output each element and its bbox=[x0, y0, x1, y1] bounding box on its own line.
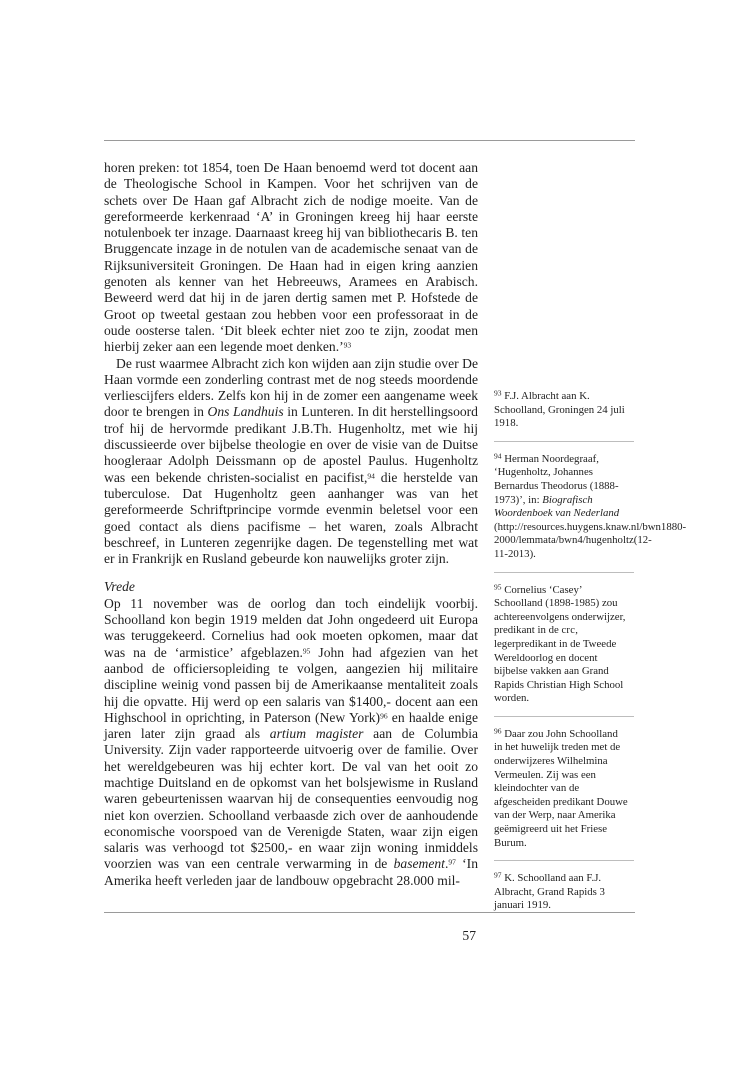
footnote-97: $^{97}$ K. Schoolland aan F.J. Albracht, Grand Rapids 3 januari 1919. bbox=[494, 870, 605, 912]
paragraph: De rust waarmee Albracht zich kon wijden aan zijn studie over De Haan vormde een zonderling contrast met de nog steeds moordende verliescijfers elders. Zelfs kon hij in de zomer een aangename week door te brengen in Ons Landhuis in Lunteren. In dit herstellingsoord trof hij de hervormde predikant J.B.Th. Hugenholtz, met wie hij discussieerde over bijbelse theologie en over de visie van de Duitse hoogleraar Adolph Deissmann op de apostel Paulus. Hugenholtz was een bekende christen-socialist en pacifist,$^{94}$ die herstelde van tuberculose. Dat Hugenholtz geen aanhanger was van het gereformeerde Schriftprincipe vormde evenmin beletsel voor een goed contact als diens pacifisme – het waren, zoals Albracht beschreef, in Lunteren zegenrijke dagen. De tegenstelling met wat er in Frankrijk en Rusland gebeurde kon nauwelijks groter zijn. bbox=[104, 355, 478, 567]
footnote-ref: 94 bbox=[367, 470, 375, 480]
footnote-number: 94 bbox=[494, 451, 502, 461]
footnote-number: 96 bbox=[494, 726, 502, 736]
section-heading: Vrede bbox=[104, 579, 135, 595]
footnote-divider bbox=[494, 572, 634, 573]
footnote-divider bbox=[494, 441, 634, 442]
footnote-number: 95 bbox=[494, 581, 502, 591]
footnote-94: $^{94}$ Herman Noordegraaf, ‘Hugenholtz, Johannes Bernardus Theodorus (1888-1973)’, in: Biografisch Woordenboek van Nederland (http://resources.huygens.knaw.nl/bwn1880-2000/lemmata/bwn4/hugenholtz(12-11-2013). bbox=[494, 451, 687, 560]
paragraph: Op 11 november was de oorlog dan toch eindelijk voorbij. Schoolland kon begin 1919 melden dat John ongedeerd uit Europa was teruggekeerd. Cornelius had ook moeten opkomen, maar dat was na de ‘armistice’ afgeblazen.$^{95}$ John had afgezien van het aanbod de officiersopleiding te volgen, aangezien hij militaire discipline weinig vond passen bij de Amerikaanse mentaliteit zoals hij die opvatte. Hij werd op een salaris van $1400,- docent aan een Highschool in oprichting, in Paterson (New York)$^{96}$ en haalde enige jaren later zijn graad als artium magister aan de Columbia University. Zijn vader rapporteerde uitvoerig over de familie. Over het wereldgebeuren was hij echter kort. De val van het ooit zo machtige Duitsland en de opkomst van het bolsjewisme in Rusland waren gebeurtenissen waarvan hij de consequenties eenvoudig nog niet kon overzien. Schoolland verbaasde zich over de aanhoudende economische voorspoed van de Verenigde Staten, waar zijn eigen salaris was verhoogd tot $2500,- en waar zijn woning inmiddels voorzien was van een centrale verwarming in de basement.$^{97}$ ‘In Amerika heeft verleden jaar de landbouw opgebracht 28.000 mil- bbox=[104, 595, 479, 888]
footnote-divider bbox=[494, 716, 634, 717]
footnote-number: 93 bbox=[494, 388, 502, 398]
footnote-96: $^{96}$ Daar zou John Schoolland in het huwelijk treden met de onderwijzeres Wilhelmina Vermeulen. Zij was een kleindochter van de afgescheiden predikant Douwe van der Werp, naar Amerika geëmigreerd uit het Friese Burum. bbox=[494, 726, 628, 849]
footnote-93: $^{93}$ F.J. Albracht aan K. Schoolland, Groningen 24 juli 1918. bbox=[494, 388, 625, 430]
footnote-95: $^{95}$ Cornelius ‘Casey’ Schoolland (1898-1985) zou achtereenvolgens onderwijzer, predikant in de crc, legerpredikant in de Tweede Wereldoorlog en docent bijbelse vakken aan Grand Rapids Christian High School worden. bbox=[494, 581, 626, 705]
footnotes-column bbox=[494, 388, 687, 923]
footnote-ref: 93 bbox=[343, 340, 352, 350]
footnote-ref: 95 bbox=[302, 645, 311, 655]
footnote-number: 97 bbox=[494, 870, 502, 880]
paragraph: horen preken: tot 1854, toen De Haan benoemd werd tot docent aan de Theologische School in Kampen. Voor het schrijven van de schets over De Haan gaf Albracht zich de nodige moeite. Van de gereformeerde kerkenraad ‘A’ in Groningen kreeg hij haar eerste notulenboek ter inzage. Daarnaast kreeg hij van bibliothecaris B. ten Bruggencate inzage in de notulen van de academische senaat van de Rijksuniversiteit Groningen. De Haan had in eigen kring aanzien genoten als kenner van het Hebreeuws, Aramees en Arabisch. Beweerd werd dat hij in de jaren dertig samen met P. Hofstede de Groot op tweetal gestaan zou hebben voor een professoraat in de oude oosterse talen. ‘Dit bleek echter niet zoo te zijn, zoodat men hierbij zeker aan een legende moet denken.’$^{93}$ bbox=[104, 160, 478, 355]
top-rule bbox=[104, 140, 635, 141]
page-number: 57 bbox=[462, 928, 476, 943]
bottom-rule bbox=[104, 912, 635, 913]
footnote-ref: 97 bbox=[448, 857, 456, 867]
footnote-divider bbox=[494, 860, 634, 861]
main-text-column bbox=[104, 160, 478, 889]
footnote-ref: 96 bbox=[380, 711, 388, 721]
